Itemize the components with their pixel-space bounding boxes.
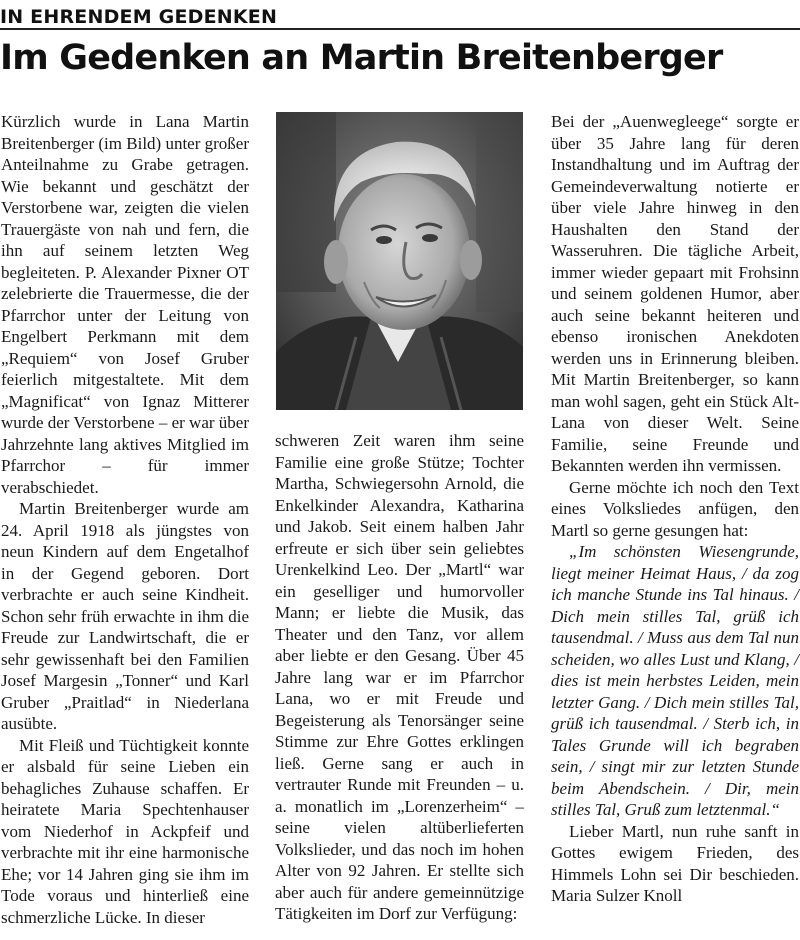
- paragraph: Lieber Martl, nun ruhe sanft in Gottes ewigem Frieden, des Himmels Lohn sei Dir beschieden. Maria Sulzer Knoll: [551, 821, 799, 905]
- article-column-3: [551, 111, 799, 907]
- paragraph: Kürzlich wurde in Lana Martin Breitenberger (im Bild) unter großer Anteilnahme zu Grabe getragen. Wie bekannt und geschätzt der Verstorbene war, zeigten die vielen Trauergäste von nah und fern, die ihn auf seinem letzten Weg begleiteten. P. Alexander Pixner OT zelebrierte die Trauermesse, die der Pfarrchor unter der Leitung von Engelbert Perkmann mit dem „Requiem“ von Josef Gruber feierlich mitgestaltete. Mit dem „Magnificat“ von Ignaz Mitterer wurde der Verstorbene – er war über Jahrzehnte lang aktives Mitglied im Pfarrchor – für immer verabschiedet.: [1, 112, 249, 497]
- song-lyrics: „Im schönsten Wiesengrunde, liegt meiner Heimat Haus, / da zog ich manche Stunde ins Tal hinaus. / Dich mein stilles Tal, grüß ich tausendmal. / Muss aus dem Tal nun scheiden, wo alles Lust und Klang, / dies ist mein herbstes Leiden, mein letzter Gang. / Dich mein stilles Tal, grüß ich tausendmal. / Sterb ich, in Tales Grunde will ich begraben sein, / singt mir zur letzten Stunde beim Abendschein. / Dir, mein stilles Tal, Gruß zum letztenmal.“: [551, 542, 799, 819]
- paragraph: schweren Zeit waren ihm seine Familie eine große Stütze; Tochter Martha, Schwiegersohn Arnold, die Enkelkinder Alexandra, Katharina und Jakob. Seit einem halben Jahr erfreute er sich über sein geliebtes Urenkelkind Leo. Der „Martl“ war ein geselliger und humorvoller Mann; er liebte die Musik, das Theater und den Tanz, vor allem aber liebte er den Gesang. Über 45 Jahre lang war er im Pfarrchor Lana, wo er mit Freude und Begeisterung als Tenorsänger seine Stimme zur Ehre Gottes erklingen ließ. Gerne sang er auch in vertrauter Runde mit Freunden – u. a. monatlich im „Lorenzerheim“ – seine vielen altüberlieferten Volkslieder, und das noch im hohen Alter von 92 Jahren. Er stellte sich aber auch für andere gemeinnützige Tätigkeiten im Dorf zur Verfügung:: [275, 431, 524, 923]
- paragraph: Mit Fleiß und Tüchtigkeit konnte er alsbald für seine Lieben ein behagliches Zuhause schaffen. Er heiratete Maria Spechtenhauser vom Niederhof in Ackpfeif und verbrachte mit ihr eine harmonische Ehe; vor 14 Jahren ging sie ihm im Tode voraus und hinterließ eine schmerzliche Lücke. In dieser: [1, 735, 249, 927]
- article-column-1: [1, 111, 249, 928]
- section-kicker: IN EHRENDEM GEDENKEN: [0, 6, 278, 28]
- paragraph: Gerne möchte ich noch den Text eines Volksliedes anfügen, den Martl so gerne gesungen hat:: [551, 477, 799, 540]
- article-headline: Im Gedenken an Martin Breitenberger: [0, 38, 723, 78]
- kicker-divider: [0, 28, 800, 30]
- article-column-2: [275, 430, 524, 925]
- portrait-photo: [276, 112, 523, 410]
- paragraph: Bei der „Auenwegleege“ sorgte er über 35 Jahre lang für deren Instandhaltung und im Auftrag der Gemeindeverwaltung notierte er über viele Jahre hinweg in den Haushalten den Stand der Wasseruhren. Die tägliche Arbeit, immer wieder gepaart mit Frohsinn und seinem goldenen Humor, aber auch seine bekannt heiteren und ebenso ironischen Anekdoten werden uns in Erinnerung bleiben. Mit Martin Breitenberger, so kann man wohl sagen, geht ein Stück Alt-Lana von dieser Welt. Seine Familie, seine Freunde und Bekannten werden ihn vermissen.: [551, 112, 799, 475]
- paragraph: Martin Breitenberger wurde am 24. April 1918 als jüngstes von neun Kindern auf dem Engetalhof in der Gegend geboren. Dort verbrachte er auch seine Kindheit. Schon sehr früh erwachte in ihm die Freude zur Landwirtschaft, die er sehr gewissenhaft bei den Familien Josef Margesin „Tonner“ und Karl Gruber „Praitlad“ in Niederlana ausübte.: [1, 499, 249, 733]
